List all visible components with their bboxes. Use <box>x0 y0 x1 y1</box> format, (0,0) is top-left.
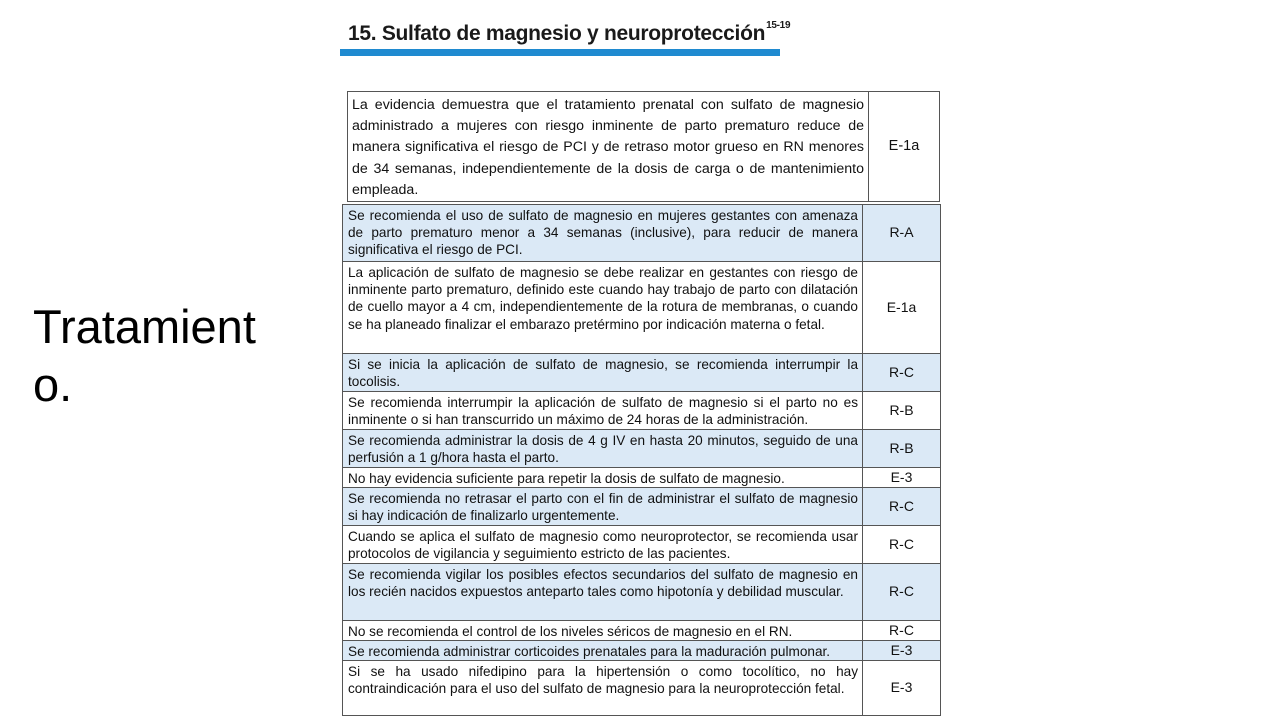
table-row <box>343 621 940 641</box>
recommendation-text: Se recomienda no retrasar el parto con el fin de administrar el sulfato de magnesio si hay indicación de finalizarlo urgentemente. <box>343 488 863 525</box>
document-heading-text <box>348 20 790 46</box>
slide-title: Tratamient o. <box>33 300 256 411</box>
evidence-text: La evidencia demuestra que el tratamiento prenatal con sulfato de magnesio administrado a mujeres con riesgo inminente de parto prematuro reduce de manera significativa el riesgo de PCI y de retraso motor grueso en RN menores de 34 semanas, independientemente de la dosis de carga o de mantenimiento empleada. <box>348 92 869 201</box>
table-row <box>343 488 940 526</box>
recommendation-text: Se recomienda interrumpir la aplicación de sulfato de magnesio si el parto no es inminente o si han transcurrido un máximo de 24 horas de la administración. <box>343 392 863 429</box>
table-row <box>343 354 940 392</box>
table-row <box>343 661 940 715</box>
recommendations-table <box>342 204 941 716</box>
document-heading-label: 15. Sulfato de magnesio y neuroprotección <box>348 22 766 45</box>
recommendation-text: Se recomienda administrar corticoides prenatales para la maduración pulmonar. <box>343 641 863 660</box>
table-row <box>343 564 940 621</box>
table-row <box>348 92 939 202</box>
recommendation-text: No se recomienda el control de los niveles séricos de magnesio en el RN. <box>343 621 863 640</box>
document-heading <box>340 18 791 58</box>
recommendation-grade: E-3 <box>890 679 913 696</box>
recommendation-text: Cuando se aplica el sulfato de magnesio como neuroprotector, se recomienda usar protocolos de vigilancia y seguimiento estricto de las pacientes. <box>343 526 863 563</box>
recommendation-text: Se recomienda el uso de sulfato de magnesio en mujeres gestantes con amenaza de parto prematuro menor a 34 semanas (inclusive), para reducir de manera significativa el riesgo de PCI. <box>343 205 863 261</box>
table-row <box>343 430 940 468</box>
document-heading-reference: 15-19 <box>766 20 791 31</box>
recommendation-grade: E-3 <box>890 468 913 485</box>
recommendation-grade: R-C <box>889 535 914 552</box>
recommendation-grade: E-1a <box>886 298 917 315</box>
recommendation-grade: R-B <box>889 401 914 418</box>
recommendation-text: La aplicación de sulfato de magnesio se debe realizar en gestantes con riesgo de inminente parto prematuro, definido este cuando hay trabajo de parto con dilatación de cuello mayor a 4 cm, independientemente de la rotura de membranas, o cuando se ha planeado finalizar el embarazo pretérmino por indicación materna o fetal. <box>343 262 863 353</box>
recommendation-text: Se recomienda administrar la dosis de 4 g IV en hasta 20 minutos, seguido de una perfusión a 1 g/hora hasta el parto. <box>343 430 863 467</box>
evidence-table-top <box>347 91 940 202</box>
recommendation-grade: R-C <box>863 488 940 525</box>
recommendation-text: Si se ha usado nifedipino para la hipertensión o como tocolítico, no hay contraindicación para el uso del sulfato de magnesio para la neuroprotección fetal. <box>343 661 863 715</box>
heading-underline <box>340 49 780 56</box>
table-row <box>343 641 940 661</box>
recommendation-grade: R-A <box>863 205 940 261</box>
table-row <box>343 392 940 430</box>
recommendation-grade: E-3 <box>863 641 940 660</box>
recommendation-text: No hay evidencia suficiente para repetir la dosis de sulfato de magnesio. <box>343 468 863 487</box>
recommendation-grade: R-B <box>863 430 940 467</box>
table-row <box>343 468 940 488</box>
table-row <box>343 526 940 564</box>
table-row <box>343 262 940 354</box>
recommendation-grade: R-C <box>889 621 914 638</box>
table-row <box>343 205 940 262</box>
recommendation-text: Si se inicia la aplicación de sulfato de magnesio, se recomienda interrumpir la tocolisis. <box>343 354 863 391</box>
evidence-level: E-1a <box>888 137 920 154</box>
recommendation-grade: R-C <box>863 564 940 620</box>
recommendation-grade: R-C <box>863 354 940 391</box>
recommendation-text: Se recomienda vigilar los posibles efectos secundarios del sulfato de magnesio en los recién nacidos expuestos anteparto tales como hipotonía y debilidad muscular. <box>343 564 863 620</box>
